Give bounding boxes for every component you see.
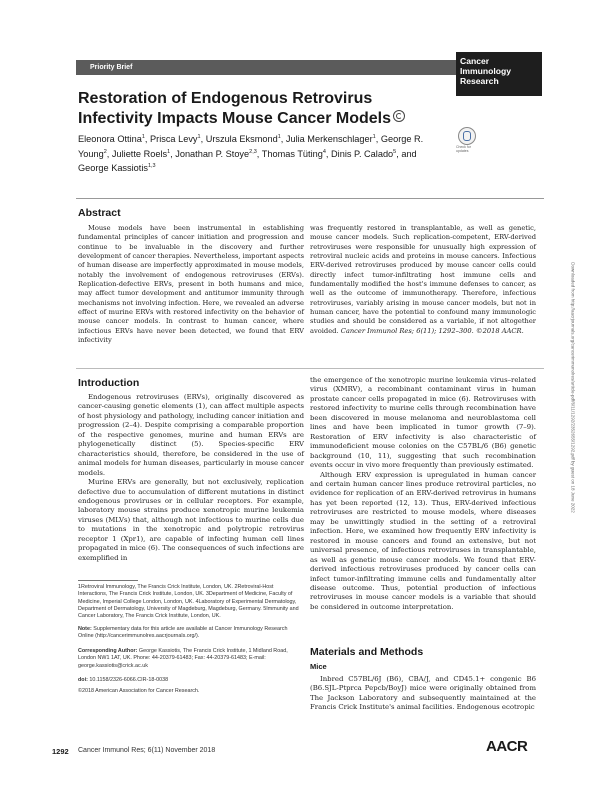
abstract-left-column: Mouse models have been instrumental in establishing fundamental principles of cancer initiation and progression and continue to be invaluable in the discovery and further development of cancer therapies. Nevertheless, important aspects of human disease are imperfectly approximated in mouse models, notably the involvement of endogenous retroviruses (ERVs). Replication-defective ERVs, present in both humans and mice, may affect tumor development and antitumor immunity through mechanisms not involving infection. Here, we revealed an adverse effect of murine ERVs with restored infectivity on the behavior of mouse cancer models. In contrast to human cancer, where infectious ERVs have never been detected, we found that ERV infectivity — [78, 224, 304, 345]
article-title — [78, 89, 438, 129]
author-affiliation-marker: 4 — [322, 148, 326, 155]
check-for-updates-icon[interactable] — [458, 127, 476, 145]
author-name: Jonathan P. Stoye — [175, 148, 250, 159]
title-text: Restoration of Endogenous Retrovirus Infectivity Impacts Mouse Cancer Models — [78, 90, 391, 127]
journal-name: Cancer Immunology Research — [460, 56, 512, 86]
author-name: George R. Young — [78, 134, 424, 159]
author-affiliation-marker: 2 — [103, 148, 107, 155]
author-affiliation-marker: 1 — [141, 134, 145, 140]
introduction-left-column — [78, 393, 304, 563]
introduction-heading: Introduction — [78, 377, 140, 389]
author-name: Julia Merkenschlager — [285, 134, 373, 145]
doi-label: doi: — [78, 677, 88, 683]
affiliations: 1Retroviral Immunology, The Francis Crick Institute, London, UK. 2Retroviral-Host Interactions, The Francis Crick Institute, London, UK. 3Department of Medicine, Faculty of Medicine, Imperial College London, London, UK. 4Laboratory of Experimental Dermatology, Department of Dermatology, University of Magdeburg, Magdeburg, Germany. 5Immunity and Cancer Laboratory, The Francis Crick Institute, London, UK. — [78, 584, 299, 620]
supplementary-note — [78, 626, 304, 641]
mice-subheading: Mice — [310, 662, 327, 671]
abstract-citation: Cancer Immunol Res; 6(11); 1292–300. ©2018 AACR. — [340, 326, 524, 335]
abstract-heading: Abstract — [78, 207, 121, 219]
introduction-right-column — [310, 376, 536, 612]
author-name: Thomas Tüting — [261, 148, 323, 159]
divider — [76, 198, 544, 199]
corresp-label: Corresponding Author: — [78, 648, 138, 654]
footnote-divider — [78, 580, 138, 581]
author-affiliation-marker: 1 — [167, 148, 171, 155]
author-name: Eleonora Ottina — [78, 134, 142, 145]
paragraph: the emergence of the xenotropic murine leukemia virus–related virus (XMRV), a recombinant contaminant virus in human prostate cancer cells propagated in mice (6). Retroviruses with restored infectivity to murine cells through recombination have been discovered in mouse melanoma and neuroblastoma cell lines and have been implicated in tumor growth (7–9). Restoration of ERV infectivity is also characteristic of immunodeficient mouse colonies on the C57BL/6 (B6) genetic background (10, 11), suggesting that such recombination events occur in vivo more frequently than previously estimated. — [310, 376, 536, 470]
journal-info: Cancer Immunol Res; 6(11) November 2018 — [78, 747, 216, 754]
divider — [76, 368, 544, 369]
paragraph: Endogenous retroviruses (ERVs), originally discovered as cancer-causing genetic elements (1), can affect multiple aspects of host physiology and pathology, including cancer initiation and progression (2–4). Despite comprising a comparable proportion of the respective genomes, murine and human ERVs are phylogenetically distinct (5). Species-specific ERV characteristics should, therefore, be considered in the use of animal models for human diseases, particularly in mouse cancer models. — [78, 393, 304, 477]
author-list: Eleonora Ottina$^1$, Prisca Levy$^1$, Urszula Eksmond$^1$, Julia Merkenschlager$^1$, George R. Young$^2$, Juliette Roels$^1$, Jonathan P. Stoye$^{2,3}$, Thomas Tüting$^4$, Dinis P. Calado$^5$, and George Kassiotis$^{1,3}$ — [78, 134, 424, 174]
paragraph: Murine ERVs are generally, but not exclusively, replication defective due to accumulation of different mutations in distinct endogenous proviruses or in cellular receptors. For example, laboratory mouse strains produce xenotropic murine leukemia viruses (MLVs) that, although not infectious to murine cells due to mutations in the xenotropic and polytropic retrovirus receptor 1 (Xpr1), are capable of infecting human cell lines propagated in mice (6). The consequences of such infections are exemplified in — [78, 478, 304, 562]
author-affiliation-marker: 2,3 — [249, 148, 257, 155]
check-for-updates-label[interactable]: Check for updates — [456, 145, 471, 153]
methods-heading: Materials and Methods — [310, 646, 424, 658]
author-affiliation-marker: 1 — [197, 134, 201, 140]
doi-text[interactable]: 10.1158/2326-6066.CIR-18-0038 — [89, 677, 169, 683]
article-type-banner — [76, 60, 456, 75]
author-affiliation-marker: 1 — [277, 134, 281, 140]
note-label: Note: — [78, 626, 92, 632]
aacr-logo: AACR — [486, 738, 528, 755]
author-name: Prisca Levy — [150, 134, 198, 145]
author-affiliation-marker: 1 — [372, 134, 376, 140]
copyright: ©2018 American Association for Cancer Research. — [78, 688, 200, 694]
doi[interactable] — [78, 677, 304, 684]
author-name: George Kassiotis — [78, 163, 148, 174]
author-affiliation-marker: 5 — [393, 148, 397, 155]
paragraph: Although ERV expression is upregulated in human cancer and certain human cancer lines produce retroviral particles, no evidence for replication of an ERV-derived retrovirus in humans has yet been reported (12, 13). Thus, ERV-derived infectious retroviruses are restricted to mouse models, where diseases may be unwittingly studied in the setting of a retroviral infection. Here, we examined how frequently ERV infectivity is restored in mouse cancers and found an extensive, but not universal presence, of infectious retroviruses in transplantable, as well as genetic mouse cancer models. We found that ERV-derived infectious retroviruses produced by cancer cells can infect tumor-infiltrating immune cells and fundamentally alter disease outcome. Thus, potential production of infectious retroviruses in mouse cancer models is a variable that should be considered in outcome interpretation. — [310, 470, 536, 611]
download-note-strip — [568, 225, 576, 555]
author-name: Dinis P. Calado — [331, 148, 394, 159]
author-name: Juliette Roels — [111, 148, 168, 159]
mice-paragraph — [310, 675, 536, 713]
cancer-research-logo-icon — [393, 110, 405, 122]
page-number: 1292 — [52, 747, 69, 756]
abstract-right-text: was frequently restored in transplantable, as well as genetic, mouse cancer models. Such replication-competent, ERV-derived retroviruses were responsible for unusually high expression of retroviral nucleic acids and proteins in mouse cancers. Infectious ERV-derived retroviruses produced by mouse cancer cells could directly infect tumor-infiltrating host immune cells and fundamentally modified the host's immune defenses to cancer, as well as the outcome of immunotherapy. Therefore, infectious retroviruses, variably arising in mouse cancer models, but not in human cancer, have the potential to confound many immunologic studies and should be considered as a variable, if not altogether avoided. — [310, 224, 536, 335]
article-type-label: Priority Brief — [90, 64, 133, 71]
note-text: Supplementary data for this article are available at Cancer Immunology Research Online (http://cancerimmunolres.aacrjournals.org/). — [78, 626, 288, 640]
paragraph: Inbred C57BL/6J (B6), CBA/J, and CD45.1+ congenic B6 (B6.SJL-Ptprca Pepcb/BoyJ) mice were originally obtained from The Jackson Laboratory and subsequently maintained at the Francis Crick Institute's animal facilities. Endogenous ecotropic — [310, 675, 536, 712]
download-note: Downloaded from http://aacrjournals.org/cancerimmunolres/article-pdf/6/11/1292/2352655/1292.pdf by guest on 18 June 2022 — [570, 262, 576, 513]
author-name: Urszula Eksmond — [205, 134, 278, 145]
abstract-right-column — [310, 224, 536, 336]
author-affiliation-marker: 1,3 — [147, 163, 156, 170]
corresp-text: George Kassiotis, The Francis Crick Institute, 1 Midland Road, London NW1 1AT, UK. Phone: 44-20379-61483; Fax: 44-20379-61483; E-mail: george.kassiotis@crick.ac.uk — [78, 648, 288, 669]
corresponding-author — [78, 648, 304, 670]
